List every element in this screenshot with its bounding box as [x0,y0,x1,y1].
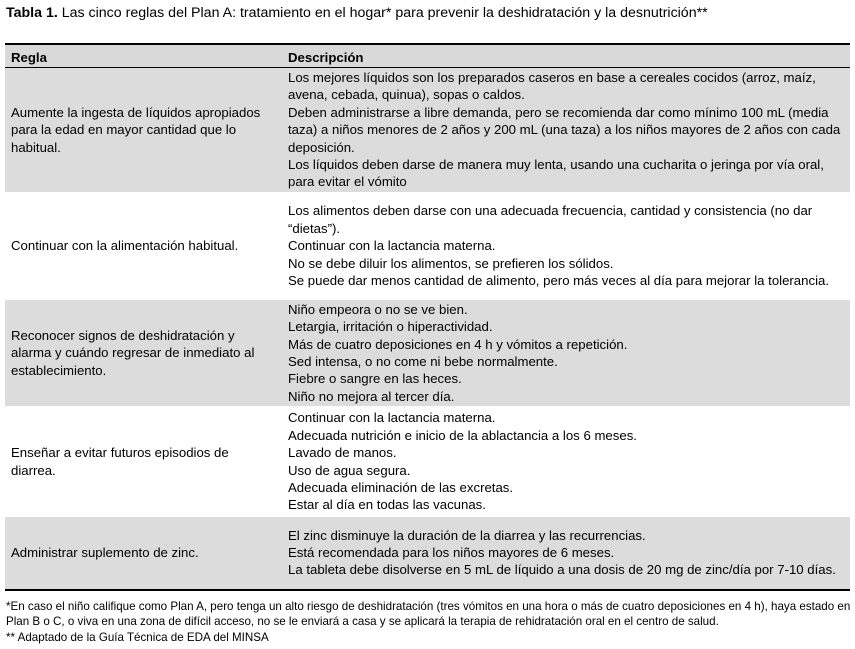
description-item: La tableta debe disolverse en 5 mL de líquido a una dosis de 20 mg de zinc/día por 7-10 días. [288,562,836,578]
rule-cell: Continuar con la alimentación habitual. [5,193,282,299]
description-item: Niño no mejora al tercer día. [288,388,455,404]
rule-cell: Administrar suplemento de zinc. [5,516,282,590]
description-item: Adecuada nutrición e inicio de la ablactancia a los 6 meses. [288,427,637,443]
description-item: Continuar con la lactancia materna. [288,410,496,426]
table-row [5,516,850,590]
table-row [5,407,850,515]
description-item: Se puede dar menos cantidad de alimento, pero más veces al día para mejorar la tolerancia. [288,272,829,288]
description-item: Los líquidos deben darse de manera muy lenta, usando una cucharita o jeringa por vía oral, para evitar el vómito [288,157,824,190]
description-item: Adecuada eliminación de las excretas. [288,479,514,495]
table-row [5,68,850,193]
footnotes [6,599,851,645]
description-cell [282,193,850,299]
description-item: Estar al día en todas las vacunas. [288,497,486,513]
header-descripcion: Descripción [282,44,850,68]
description-item: Más de cuatro deposiciones en 4 h y vómitos a repetición. [288,336,628,352]
rule-cell: Aumente la ingesta de líquidos apropiados para la edad en mayor cantidad que lo habitual. [5,68,282,193]
description-item: Continuar con la lactancia materna. [288,238,496,254]
description-item: Sed intensa, o no come ni bebe normalmente. [288,354,558,370]
description-item: No se debe diluir los alimentos, se prefieren los sólidos. [288,255,614,271]
caption-label: Tabla 1. [6,5,58,21]
footnote: *En caso el niño califique como Plan A, pero tenga un alto riesgo de deshidratación (tres vómitos en una hora o más de cuatro deposiciones en 4 h), haya estado en Plan B o C, o viva en una zona de difícil acceso, no se le enviará a casa y se aplicará la terapia de rehidratación oral en el centro de salud. [6,600,851,629]
rule-cell: Enseñar a evitar futuros episodios de diarrea. [5,407,282,515]
description-cell [282,516,850,590]
description-item: Fiebre o sangre en las heces. [288,371,462,387]
table-caption [6,4,851,22]
description-cell [282,407,850,515]
description-item: Letargia, irritación o hiperactividad. [288,319,493,335]
table-header-row [5,44,850,68]
description-item: Lavado de manos. [288,445,397,461]
description-item: Los mejores líquidos son los preparados caseros en base a cereales cocidos (arroz, maíz, avena, cebada, quinua), sopas o caldos. [288,70,816,103]
description-item: Los alimentos deben darse con una adecuada frecuencia, cantidad y consistencia (no dar “dietas”). [288,203,813,236]
description-cell [282,68,850,193]
rule-cell: Reconocer signos de deshidratación y alarma y cuándo regresar de inmediato al establecimiento. [5,299,282,407]
description-item: El zinc disminuye la duración de la diarrea y las recurrencias. [288,527,646,543]
plan-a-rules-table [5,43,850,591]
description-item: Uso de agua segura. [288,462,411,478]
description-item: Deben administrarse a libre demanda, pero se recomienda dar como mínimo 100 mL (media taza) a niños menores de 2 años y 200 mL (una taza) a los niños mayores de 2 años con cada deposición. [288,104,841,155]
description-cell [282,299,850,407]
table-row [5,193,850,299]
description-item: Niño empeora o no se ve bien. [288,301,468,317]
description-item: Está recomendada para los niños mayores de 6 meses. [288,545,615,561]
header-regla: Regla [5,44,282,68]
footnote: ** Adaptado de la Guía Técnica de EDA del MINSA [6,630,269,644]
table-row [5,299,850,407]
caption-text: Las cinco reglas del Plan A: tratamiento en el hogar* para prevenir la deshidratación y la desnutrición** [57,5,708,21]
